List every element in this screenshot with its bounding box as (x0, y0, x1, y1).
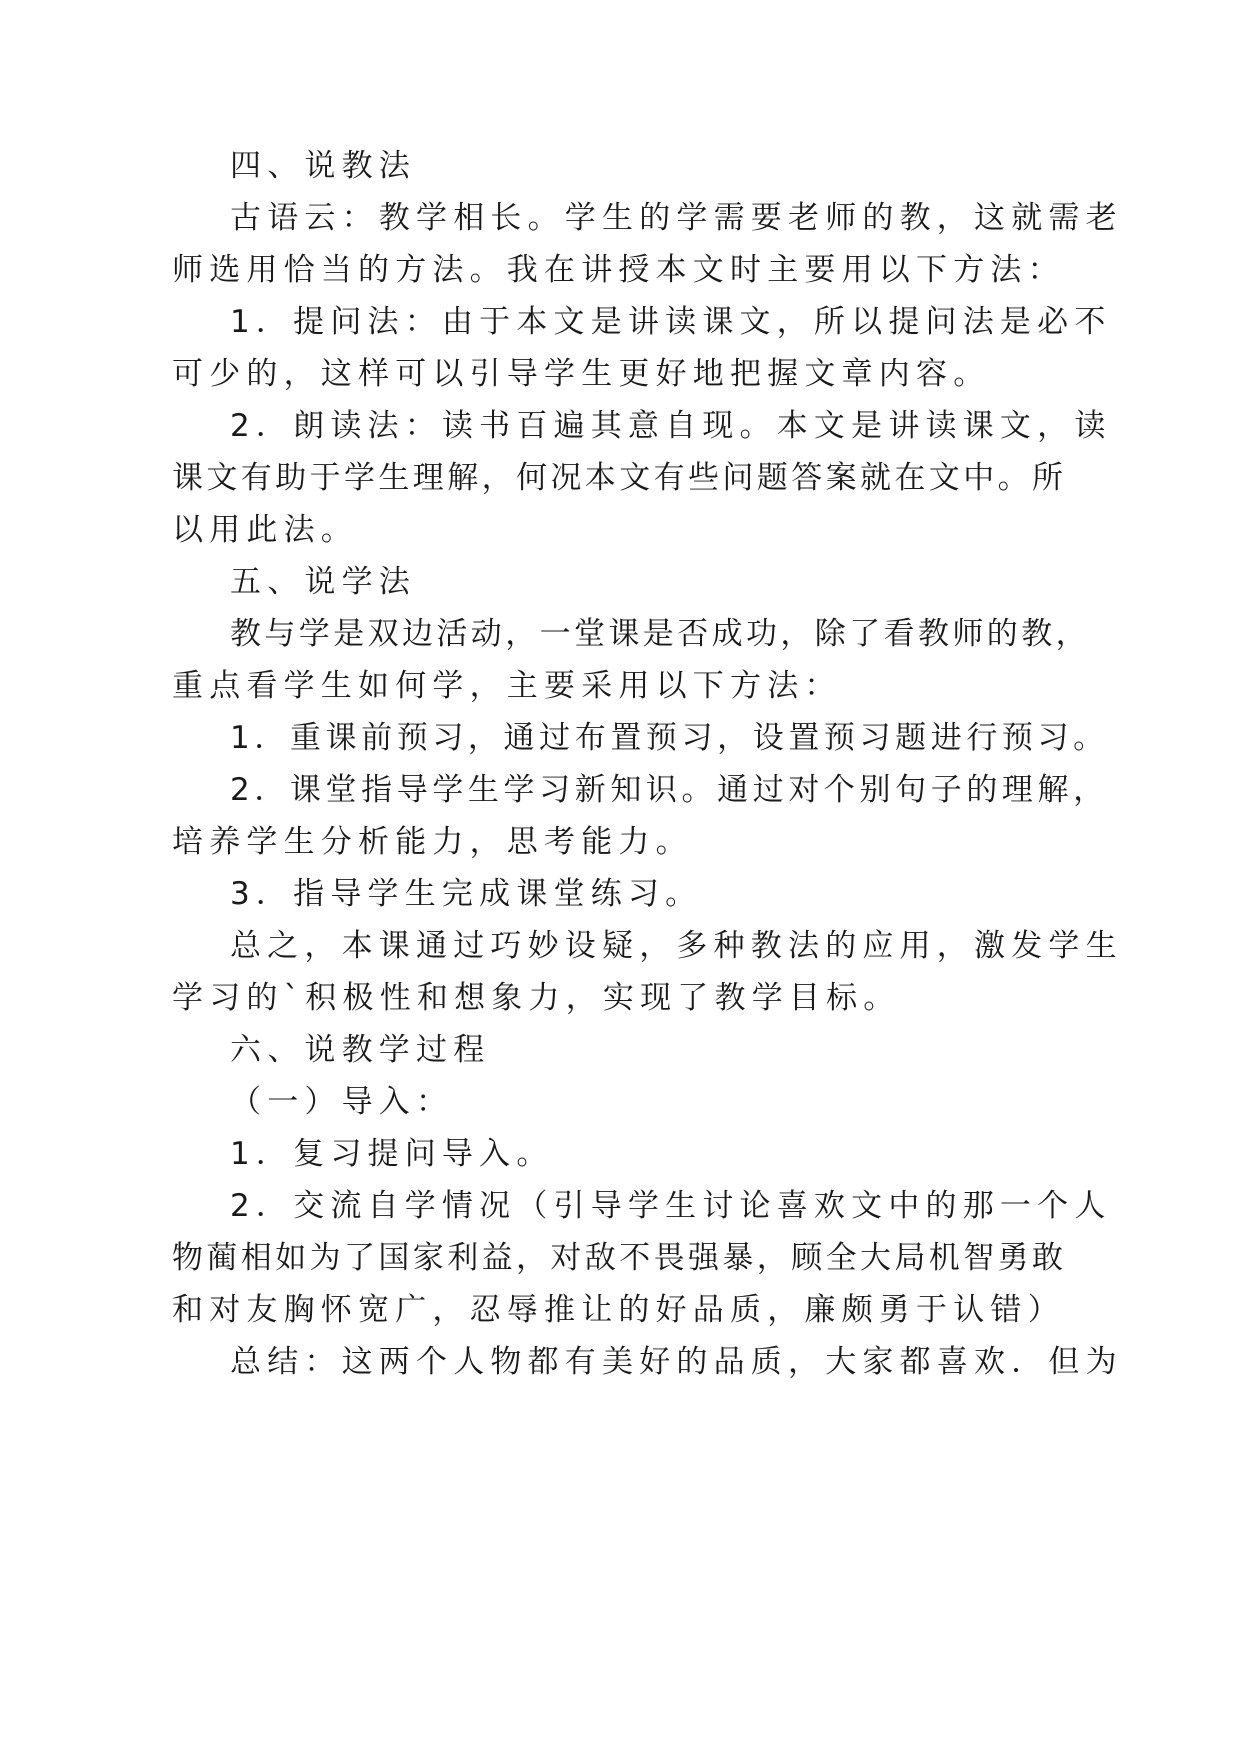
paragraph-line: 重点看学生如何学，主要采用以下方法： (172, 668, 842, 704)
paragraph-line: 以用此法。 (172, 512, 358, 548)
paragraph-line: 培养学生分析能力，思考能力。 (172, 824, 693, 860)
paragraph-line: 物蔺相如为了国家利益，对敌不畏强暴，顾全大局机智勇敢 (172, 1240, 1067, 1276)
paragraph-line: 3．指导学生完成课堂练习。 (230, 876, 703, 912)
section-heading: 六、说教学过程 (230, 1032, 491, 1068)
section-heading: 五、说学法 (230, 564, 416, 600)
paragraph-line: 总之，本课通过巧妙设疑，多种教法的应用，激发学生 (230, 928, 1123, 964)
paragraph-line: 可少的，这样可以引导学生更好地把握文章内容。 (172, 356, 991, 392)
paragraph-line: 1．提问法：由于本文是讲读课文，所以提问法是必不 (230, 304, 1112, 340)
subsection-heading: （一）导入： (230, 1084, 454, 1120)
paragraph-line: 2．课堂指导学生学习新知识。通过对个别句子的理解， (230, 772, 1109, 808)
paragraph-line: 师选用恰当的方法。我在讲授本文时主要用以下方法： (172, 252, 1065, 288)
paragraph-line: 教与学是双边活动，一堂课是否成功，除了看教师的教， (230, 616, 1090, 652)
paragraph-line: 和对友胸怀宽广，忍辱推让的好品质，廉颇勇于认错） (172, 1292, 1065, 1328)
paragraph-line: 2．朗读法：读书百遍其意自现。本文是讲读课文，读 (230, 408, 1112, 444)
paragraph-line: 1．复习提问导入。 (230, 1136, 554, 1172)
paragraph-line: 2．交流自学情况（引导学生讨论喜欢文中的那一个人 (230, 1188, 1112, 1224)
paragraph-line: 古语云：教学相长。学生的学需要老师的教，这就需老 (230, 200, 1123, 236)
paragraph-line: 总结：这两个人物都有美好的品质，大家都喜欢．但为 (230, 1344, 1123, 1380)
paragraph-line: 学习的`积极性和想象力，实现了教学目标。 (172, 980, 901, 1016)
paragraph-line: 1．重课前预习，通过布置预习，设置预习题进行预习。 (230, 720, 1109, 756)
section-heading: 四、说教法 (230, 148, 416, 184)
paragraph-line: 课文有助于学生理解，何况本文有些问题答案就在文中。所 (172, 460, 1067, 496)
